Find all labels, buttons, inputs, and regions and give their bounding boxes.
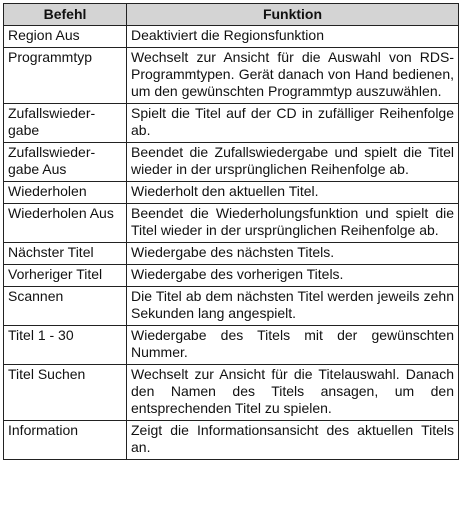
header-funktion: Funktion xyxy=(127,4,459,26)
command-cell: Information xyxy=(4,421,127,460)
table-header-row xyxy=(4,4,459,26)
table-row xyxy=(4,243,459,265)
table-row xyxy=(4,326,459,365)
table-row xyxy=(4,48,459,104)
header-befehl: Befehl xyxy=(4,4,127,26)
command-cell: Vorheriger Titel xyxy=(4,265,127,287)
table-row xyxy=(4,204,459,243)
function-cell: Wechselt zur Ansicht für die Auswahl von RDS-Programmtypen. Gerät danach von Hand bedienen, um den gewünschten Programmtyp auszuwählen. xyxy=(127,48,459,104)
function-cell: Wiedergabe des vorherigen Titels. xyxy=(127,265,459,287)
function-cell: Spielt die Titel auf der CD in zufälliger Reihenfolge ab. xyxy=(127,104,459,143)
command-cell: Region Aus xyxy=(4,26,127,48)
function-cell: Beendet die Zufallswiedergabe und spielt die Titel wieder in der ursprünglichen Reihenfolge ab. xyxy=(127,143,459,182)
command-cell: Programmtyp xyxy=(4,48,127,104)
table-row xyxy=(4,365,459,421)
table-row xyxy=(4,26,459,48)
command-cell: Wiederholen xyxy=(4,182,127,204)
function-cell: Wiederholt den aktuellen Titel. xyxy=(127,182,459,204)
command-cell: Zufallswieder-gabe Aus xyxy=(4,143,127,182)
command-table xyxy=(3,3,459,460)
table-row xyxy=(4,182,459,204)
command-cell: Titel 1 - 30 xyxy=(4,326,127,365)
table-row xyxy=(4,265,459,287)
function-cell: Deaktiviert die Regionsfunktion xyxy=(127,26,459,48)
command-table-container xyxy=(3,3,459,460)
function-cell: Die Titel ab dem nächsten Titel werden jeweils zehn Sekunden lang angespielt. xyxy=(127,287,459,326)
function-cell: Wiedergabe des nächsten Titels. xyxy=(127,243,459,265)
command-cell: Titel Suchen xyxy=(4,365,127,421)
table-row xyxy=(4,421,459,460)
command-cell: Zufallswieder-gabe xyxy=(4,104,127,143)
function-cell: Beendet die Wiederholungsfunktion und spielt die Titel wieder in der ursprünglichen Reihenfolge ab. xyxy=(127,204,459,243)
function-cell: Zeigt die Informationsansicht des aktuellen Titels an. xyxy=(127,421,459,460)
command-cell: Wiederholen Aus xyxy=(4,204,127,243)
function-cell: Wiedergabe des Titels mit der gewünschten Nummer. xyxy=(127,326,459,365)
function-cell: Wechselt zur Ansicht für die Titelauswahl. Danach den Namen des Titels ansagen, um den entsprechenden Titel zu spielen. xyxy=(127,365,459,421)
command-cell: Scannen xyxy=(4,287,127,326)
table-row xyxy=(4,287,459,326)
table-row xyxy=(4,143,459,182)
table-row xyxy=(4,104,459,143)
command-cell: Nächster Titel xyxy=(4,243,127,265)
